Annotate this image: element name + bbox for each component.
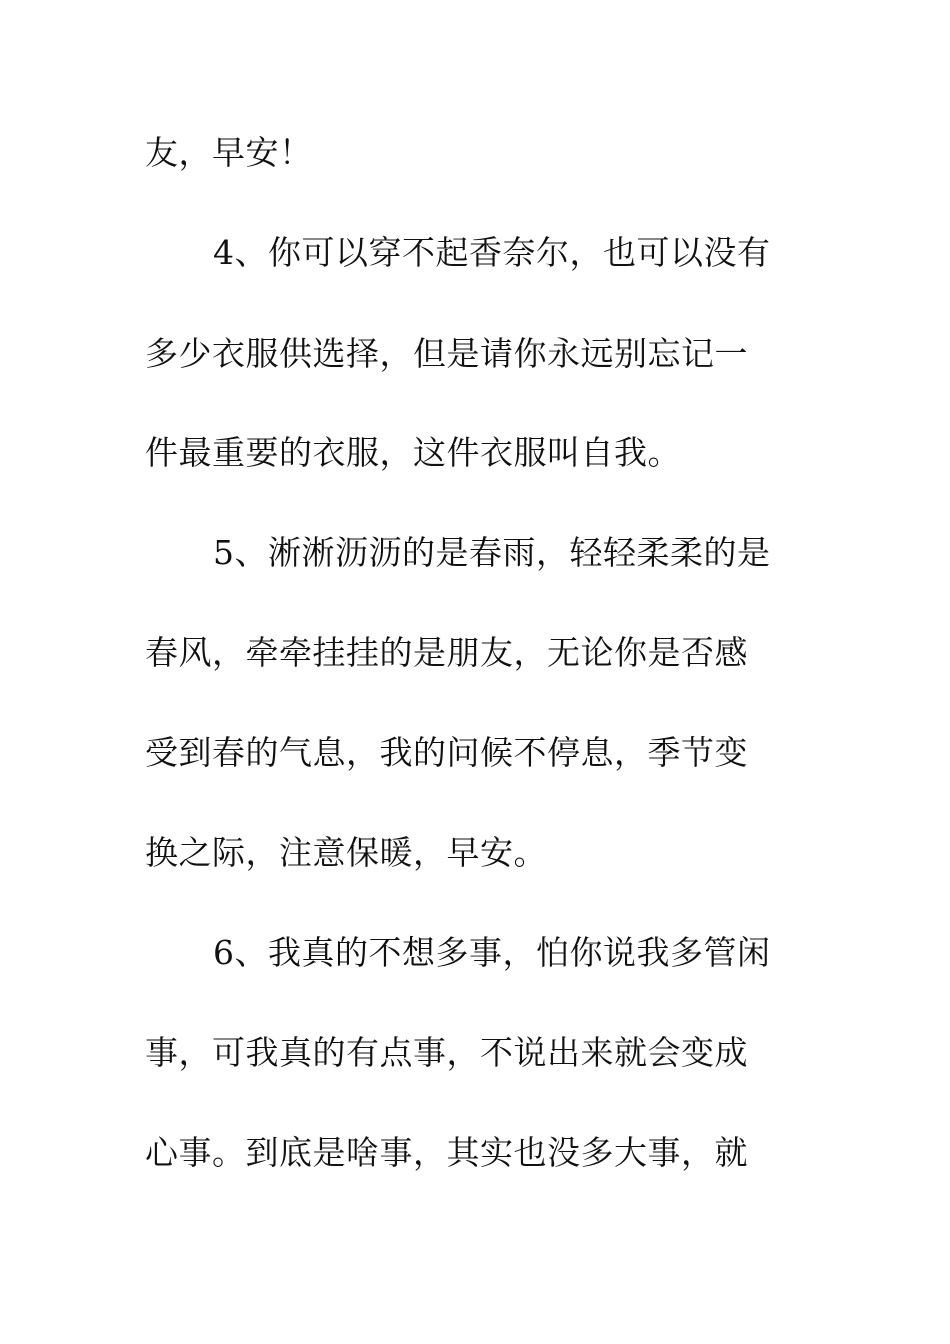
text-line: 受到春的气息，我的问候不停息，季节变 — [145, 733, 748, 772]
paragraph-6-start: 6、我真的不想多事，怕你说我多管闲 — [213, 933, 771, 972]
text-line: 春风，牵牵挂挂的是朋友，无论你是否感 — [145, 633, 748, 672]
text-line: 事，可我真的有点事，不说出来就会变成 — [145, 1033, 748, 1072]
text-line: 件最重要的衣服，这件衣服叫自我。 — [145, 433, 681, 472]
text-line: 多少衣服供选择，但是请你永远别忘记一 — [145, 334, 748, 373]
text-line: 换之际，注意保暖，早安。 — [145, 833, 547, 872]
paragraph-4-start: 4、你可以穿不起香奈尔，也可以没有 — [213, 233, 771, 272]
text-line: 友，早安！ — [145, 133, 313, 172]
paragraph-5-start: 5、淅淅沥沥的是春雨，轻轻柔柔的是 — [213, 533, 771, 572]
text-line: 心事。到底是啥事，其实也没多大事，就 — [145, 1133, 748, 1172]
